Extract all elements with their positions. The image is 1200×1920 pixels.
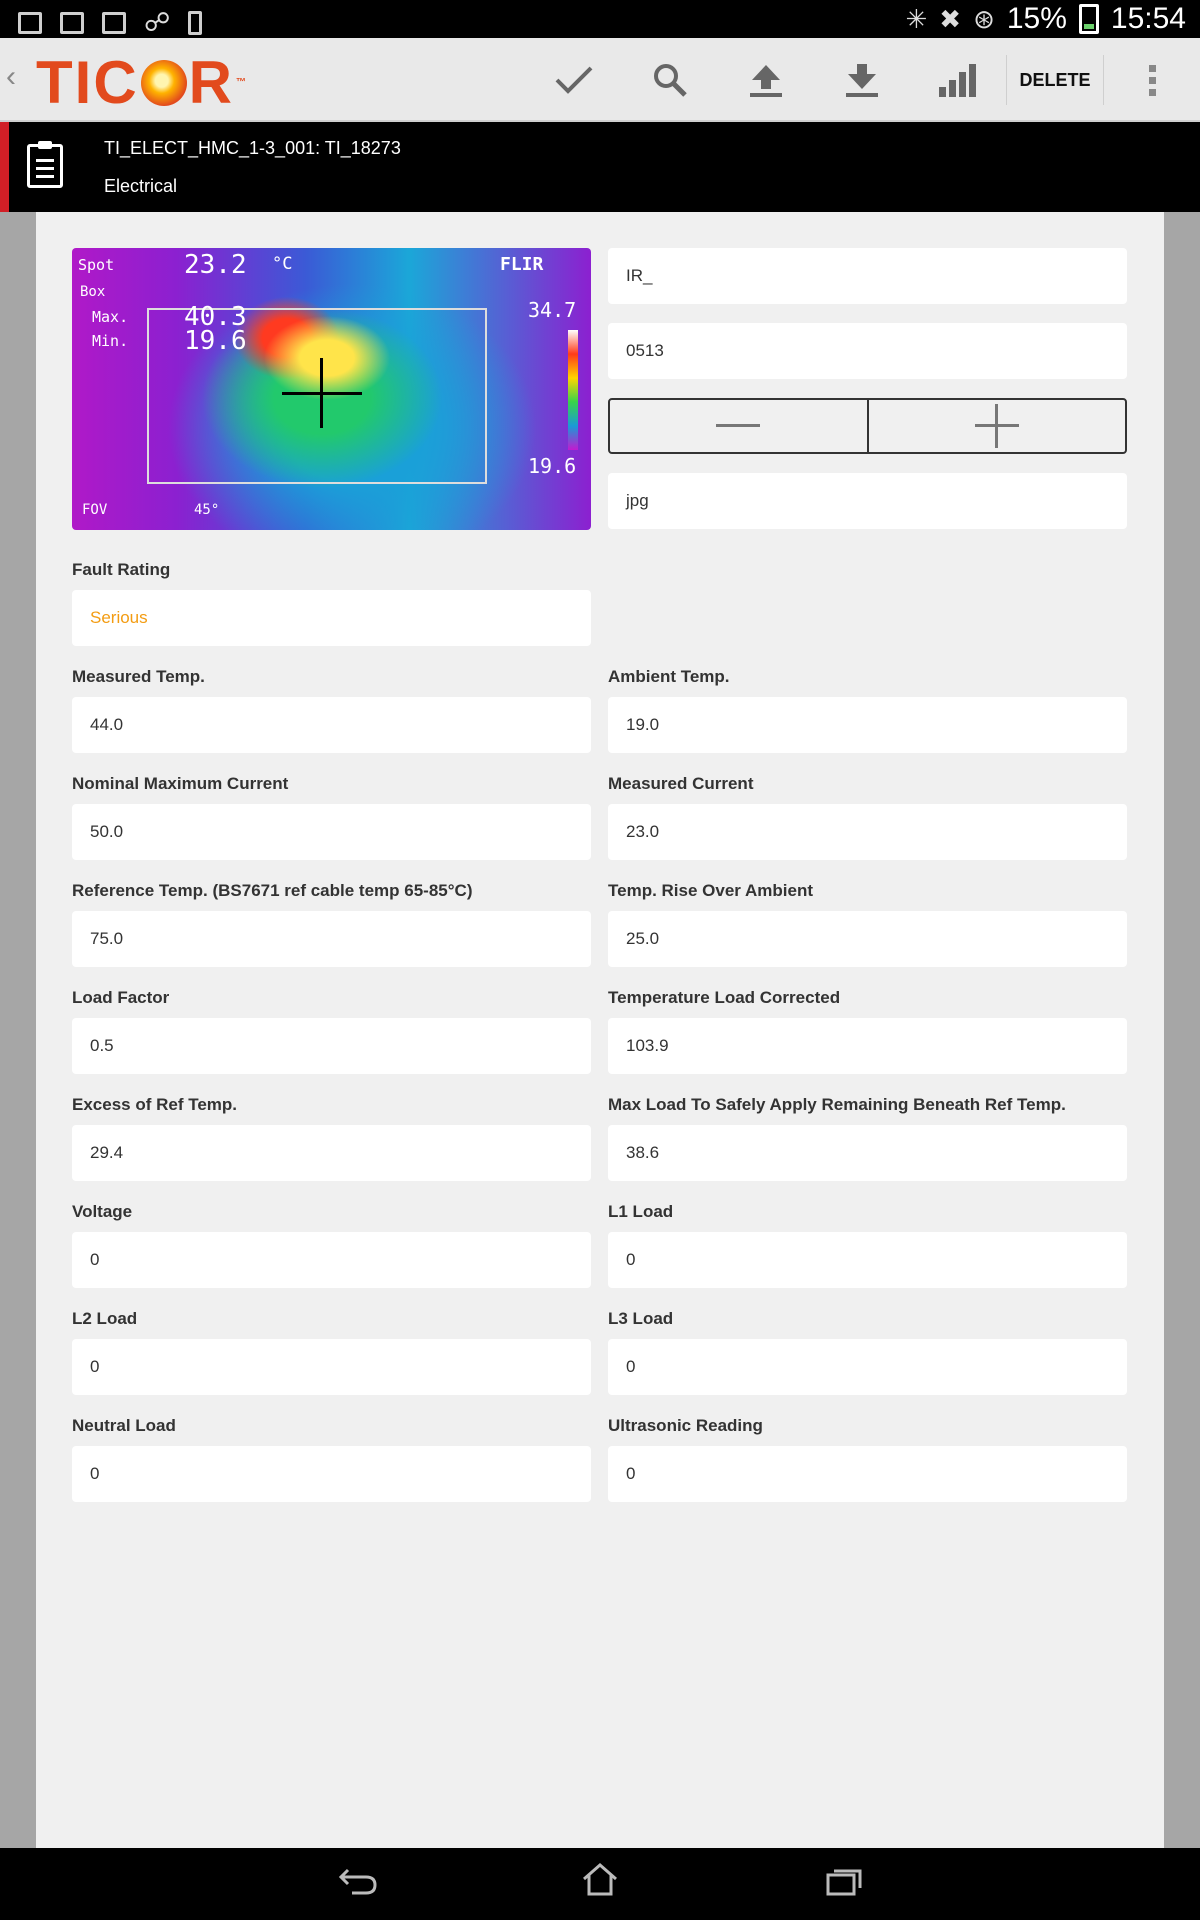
signal-bars-icon[interactable]: [910, 38, 1006, 122]
record-subtitle: Electrical: [104, 176, 178, 196]
status-bar: [0, 0, 1200, 38]
voltage-field[interactable]: 0: [72, 1232, 591, 1288]
temp-load-corrected-field[interactable]: 103.9: [608, 1018, 1127, 1074]
navigation-bar: [0, 1848, 1200, 1920]
image-number-stepper: [608, 398, 1127, 454]
overflow-menu-icon[interactable]: [1104, 38, 1200, 122]
reference-temp-label: Reference Temp. (BS7671 ref cable temp 65-85°C): [72, 881, 473, 900]
excess-ref-temp-label: Excess of Ref Temp.: [72, 1095, 238, 1114]
fault-rating-select[interactable]: Serious: [72, 590, 591, 646]
fault-rating-label: Fault Rating: [72, 560, 171, 579]
home-icon[interactable]: [570, 1862, 630, 1906]
box-label: Box: [80, 284, 106, 300]
max-value: 40.3: [184, 302, 247, 332]
back-icon[interactable]: [328, 1862, 388, 1906]
l1-load-field[interactable]: 0: [608, 1232, 1127, 1288]
nominal-max-current-field[interactable]: 50.0: [72, 804, 591, 860]
neutral-load-label: Neutral Load: [72, 1416, 176, 1435]
reference-temp-field[interactable]: 75.0: [72, 911, 591, 967]
load-factor-field[interactable]: 0.5: [72, 1018, 591, 1074]
scale-min: 19.6: [528, 454, 577, 478]
voicemail-icon: ☍: [144, 7, 171, 37]
logo-text: TIC: [36, 49, 139, 116]
decrement-button[interactable]: [610, 400, 869, 452]
measured-temp-field[interactable]: 44.0: [72, 697, 591, 753]
fov-label: FOV: [82, 502, 108, 518]
upload-icon[interactable]: [718, 38, 814, 122]
chevron-left-icon[interactable]: ‹: [6, 60, 16, 93]
l3-load-field[interactable]: 0: [608, 1339, 1127, 1395]
temp-unit: °C: [272, 254, 293, 274]
color-scale: [568, 330, 578, 450]
nominal-max-current-label: Nominal Maximum Current: [72, 774, 289, 793]
download-icon[interactable]: [814, 38, 910, 122]
load-factor-label: Load Factor: [72, 988, 170, 1007]
search-icon[interactable]: [622, 38, 718, 122]
email-icon: [102, 12, 126, 34]
image-extension-field[interactable]: jpg: [608, 473, 1127, 529]
thermal-image[interactable]: [72, 248, 591, 530]
ambient-temp-field[interactable]: 19.0: [608, 697, 1127, 753]
action-bar: [0, 38, 1200, 122]
image-number-field[interactable]: 0513: [608, 323, 1127, 379]
voltage-label: Voltage: [72, 1202, 133, 1221]
image-prefix-field[interactable]: IR_: [608, 248, 1127, 304]
battery-percent: 15%: [1006, 2, 1067, 35]
measured-current-label: Measured Current: [608, 774, 754, 793]
max-label: Max.: [92, 308, 129, 326]
measured-temp-label: Measured Temp.: [72, 667, 205, 686]
recents-icon[interactable]: [814, 1862, 874, 1906]
l3-load-label: L3 Load: [608, 1309, 674, 1328]
content-panel: [36, 212, 1164, 1848]
crosshair-v: [320, 358, 323, 428]
ultrasonic-label: Ultrasonic Reading: [608, 1416, 763, 1435]
gallery-icon: [18, 12, 42, 34]
record-title: TI_ELECT_HMC_1-3_001: TI_18273: [104, 138, 401, 158]
system-icons: [905, 2, 1186, 36]
measured-current-field[interactable]: 23.0: [608, 804, 1127, 860]
spot-value: 23.2: [184, 250, 247, 280]
min-label: Min.: [92, 332, 129, 350]
record-header: [0, 122, 1200, 212]
ambient-temp-label: Ambient Temp.: [608, 667, 730, 686]
flir-logo: FLIR: [500, 254, 544, 275]
logo-flame-icon: [141, 60, 187, 106]
max-load-safe-label: Max Load To Safely Apply Remaining Beneath Ref Temp.: [608, 1095, 1066, 1114]
clipboard-icon: [27, 144, 63, 188]
l1-load-label: L1 Load: [608, 1202, 674, 1221]
check-icon[interactable]: [526, 38, 622, 122]
action-icons: [526, 38, 1200, 122]
scale-max: 34.7: [528, 298, 577, 322]
delete-button[interactable]: DELETE: [1019, 69, 1091, 90]
wifi-icon: ⊛: [973, 3, 995, 34]
spot-label: Spot: [78, 256, 115, 274]
min-value: 19.6: [184, 326, 247, 356]
temp-rise-field[interactable]: 25.0: [608, 911, 1127, 967]
l2-load-label: L2 Load: [72, 1309, 138, 1328]
sim-icon: [60, 12, 84, 34]
ultrasonic-field[interactable]: 0: [608, 1446, 1127, 1502]
max-load-safe-field[interactable]: 38.6: [608, 1125, 1127, 1181]
phone-icon: [188, 11, 202, 35]
temp-rise-label: Temp. Rise Over Ambient: [608, 881, 813, 900]
temp-load-corrected-label: Temperature Load Corrected: [608, 988, 841, 1007]
increment-button[interactable]: [869, 400, 1126, 452]
clock: 15:54: [1110, 2, 1186, 35]
accent-stripe: [0, 122, 9, 212]
notification-icons: [18, 7, 202, 38]
mute-icon: ✖: [939, 3, 962, 34]
neutral-load-field[interactable]: 0: [72, 1446, 591, 1502]
bluetooth-icon: ✳: [905, 3, 928, 34]
fov-value: 45°: [194, 502, 220, 518]
excess-ref-temp-field[interactable]: 29.4: [72, 1125, 591, 1181]
battery-icon: [1079, 4, 1099, 34]
l2-load-field[interactable]: 0: [72, 1339, 591, 1395]
ticor-logo[interactable]: TIC R ™: [36, 49, 248, 116]
logo-text-end: R: [188, 49, 234, 116]
